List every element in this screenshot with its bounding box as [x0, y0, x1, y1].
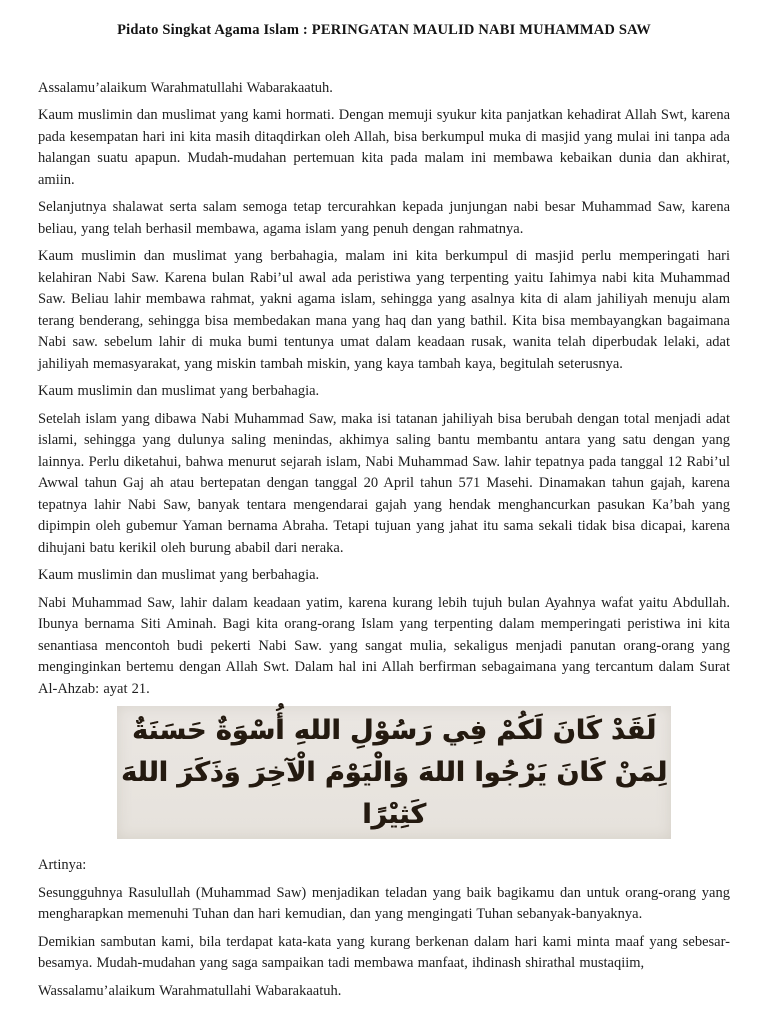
quran-verse-figure — [117, 706, 671, 839]
paragraph: Kaum muslimin dan muslimat yang berbahagia, malam ini kita berkumpul di masjid perlu memperingati hari kelahiran Nabi Saw. Karena bulan Rabi’ul awal ada peristiwa yang terpenting yaitu Iahimya nabi kita Muhammad Saw. Beliau lahir membawa rahmat, yakni agama islam, sehingga yang asalnya kita di alam jahiliyah menuju alam terang benderang, sehingga bisa membedakan mana yang haq dan yang bathil. Kita bisa membayangkan bagaimana Nabi saw. sebelum lahir di muka bumi tentunya umat dalam keadaan rusak, wanita telah diperbudak lelaki, adat jahiliyah memasyarakat, yang miskin tambah miskin, yang kaya tambah kaya, begitulah seterusnya. — [38, 248, 730, 372]
paragraph: Nabi Muhammad Saw, lahir dalam keadaan yatim, karena kurang lebih tujuh bulan Ayahnya wafat yaitu Abdullah. Ibunya bernama Siti Aminah. Bagi kita orang-orang Islam yang terpenting dalam memperingati peristiwa ini kita senantiasa mencontoh budi pekerti Nabi Saw. yang sangat mulia, sekaligus menjadi panutan orang-orang yang menginginkan bertemu dengan Allah Swt. Dalam hal ini Allah berfirman sebagaimana yang tercantum dalam Surat Al-Ahzab: ayat 21. — [38, 594, 730, 697]
paragraph: Setelah islam yang dibawa Nabi Muhammad Saw, maka isi tatanan jahiliyah bisa berubah dengan total menjadi adat islami, sehingga yang dulunya saling menindas, akhimya saling bantu membantu antara yang satu dengan yang lainnya. Perlu diketahui, bahwa menurut sejarah islam, Nabi Muhammad Saw. lahir tepatnya pada tanggal 12 Rabi’ul Awwal tahun Gaj ah atau bertepatan dengan tanggal 20 April tahun 571 Masehi. Dinamakan tahun gajah, karena tepatnya lahir Nabi Saw, banyak tentara mengendarai gajah yang hendak menghancurkan pasukan Ka’bah yang dipimpin oleh gubemur Yaman bernama Abraha. Tetapi tujuan yang jahat itu sama sekali tidak bisa dicapai, karena dihujani batu kerikil oleh burung ababil dari neraka. — [38, 410, 730, 556]
paragraph: Kaum muslimin dan muslimat yang kami hormati. Dengan memuji syukur kita panjatkan kehadirat Allah Swt, karena pada kesempatan hari ini kita masih ditaqdirkan oleh Allah, bisa berkumpul muka di masjid yang mulai ini tanpa ada halangan suatu apapun. Mudah-mudahan pertemuan kita pada malam ini membawa kebaikan dunia dan akhirat, amiin. — [38, 107, 730, 188]
arabic-verse-line: لِمَنْ كَانَ يَرْجُوا اللهَ وَالْيَوْمَ الْآخِرَ وَذَكَرَ اللهَ — [120, 756, 668, 788]
paragraph: Kaum muslimin dan muslimat yang berbahagia. — [38, 567, 320, 583]
paragraph: Demikian sambutan kami, bila terdapat kata-kata yang kurang berkenan dalam hari kami minta maaf yang sebesar-besamya. Mudah-mudahan yang saga sampaikan tadi membawa manfaat, ihdinash shirathal mustaqiim, — [38, 933, 730, 971]
paragraph: Selanjutnya shalawat serta salam semoga tetap tercurahkan kepada junjungan nabi besar Muhammad Saw, karena beliau, yang telah berhasil membawa, agama islam yang penuh dengan rahmatnya. — [38, 199, 730, 237]
paragraph: Kaum muslimin dan muslimat yang berbahagia. — [38, 383, 320, 399]
opening-salam: Assalamu’alaikum Warahmatullahi Wabarakaatuh. — [38, 79, 333, 96]
arabic-verse-line: لَقَدْ كَانَ لَكُمْ فِي رَسُوْلِ اللهِ أُسْوَةٌ حَسَنَةٌ — [131, 714, 657, 746]
arabic-verse-line: كَثِيْرًا — [362, 798, 426, 830]
translation-intro: Artinya: — [38, 857, 87, 873]
document-title: Pidato Singkat Agama Islam : PERINGATAN MAULID NABI MUHAMMAD SAW — [117, 22, 651, 38]
closing-salam: Wassalamu’alaikum Warahmatullahi Wabarakaatuh. — [38, 982, 342, 999]
paragraph: Sesungguhnya Rasulullah (Muhammad Saw) menjadikan teladan yang baik bagikamu dan untuk orang-orang yang mengharapkan memenuhi Tuhan dan hari kemudian, dan yang mengingati Tuhan sebanyak-banyaknya. — [38, 884, 730, 922]
